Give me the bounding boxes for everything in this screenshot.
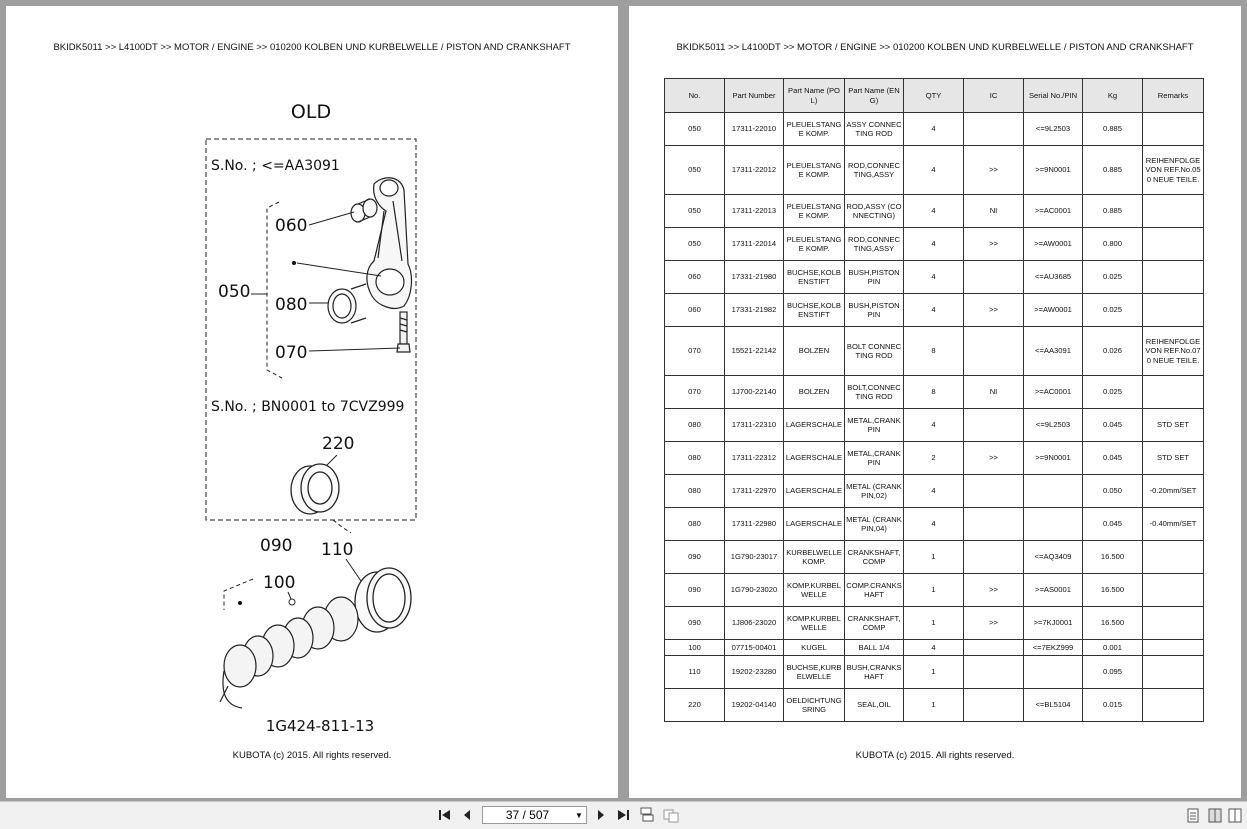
cell-ic: [964, 656, 1024, 689]
cell-part-number: 17311-22013: [725, 195, 784, 228]
cell-ic: [964, 541, 1024, 574]
book-view-icon: [1228, 808, 1242, 823]
cell-kg: 0.050: [1083, 475, 1143, 508]
cell-serial: [1024, 475, 1083, 508]
serial-range-label-1: S.No. ; <=AA3091: [211, 158, 340, 174]
cell-part-name-pol: KURBELWELLE KOMP.: [784, 541, 845, 574]
table-row: [665, 327, 1204, 376]
page-indicator: 37 / 507: [505, 808, 550, 822]
cell-no: 070: [665, 376, 725, 409]
cell-remarks: [1143, 294, 1204, 327]
col-header-qty: QTY: [904, 79, 964, 113]
bolt-drawing: [397, 312, 410, 352]
cell-no: 080: [665, 475, 725, 508]
cell-kg: 0.015: [1083, 689, 1143, 722]
cell-part-number: 17311-22980: [725, 508, 784, 541]
cell-remarks: [1143, 640, 1204, 656]
cell-kg: 16.500: [1083, 607, 1143, 640]
cell-serial: <=9L2503: [1024, 113, 1083, 146]
cell-serial: >=9N0001: [1024, 146, 1083, 195]
cell-kg: 0.885: [1083, 113, 1143, 146]
cell-no: 220: [665, 689, 725, 722]
cell-part-number: 17311-22312: [725, 442, 784, 475]
breadcrumb: BKIDK5011 >> L4100DT >> MOTOR / ENGINE >> 010200 KOLBEN UND KURBELWELLE / PISTON AND CRANKSHAFT: [676, 42, 1194, 53]
callout-220: 220: [322, 434, 355, 454]
table-row: [665, 656, 1204, 689]
col-header-no: No.: [665, 79, 725, 113]
cell-ic: >>: [964, 228, 1024, 261]
cell-serial: >=AW0001: [1024, 294, 1083, 327]
cell-no: 050: [665, 195, 725, 228]
col-header-serial: Serial No./PIN: [1024, 79, 1083, 113]
cell-remarks: [1143, 113, 1204, 146]
callout-090: 090: [260, 536, 293, 556]
cell-qty: 1: [904, 541, 964, 574]
frame-link: [333, 520, 351, 533]
cell-ic: [964, 261, 1024, 294]
cell-kg: 0.025: [1083, 294, 1143, 327]
callout-080: 080: [275, 295, 308, 315]
cell-serial: <=AQ3409: [1024, 541, 1083, 574]
cell-no: 100: [665, 640, 725, 656]
cell-serial: >=AW0001: [1024, 228, 1083, 261]
cell-remarks: [1143, 689, 1204, 722]
cell-serial: >=AC0001: [1024, 376, 1083, 409]
cell-part-name-eng: CRANKSHAFT,COMP: [845, 607, 904, 640]
cell-ic: [964, 327, 1024, 376]
next-page-icon: [596, 809, 606, 821]
cell-part-name-pol: OELDICHTUNGSRING: [784, 689, 845, 722]
cell-kg: 0.045: [1083, 409, 1143, 442]
cell-part-number: 1G790-23020: [725, 574, 784, 607]
connecting-rod-drawing: [367, 178, 412, 309]
cell-part-name-pol: BUCHSE,KOLBENSTIFT: [784, 294, 845, 327]
cell-no: 050: [665, 113, 725, 146]
col-header-remarks: Remarks: [1143, 79, 1204, 113]
table-row: [665, 261, 1204, 294]
copyright-footer: KUBOTA (c) 2015. All rights reserved.: [855, 750, 1015, 761]
cell-part-name-eng: BOLT,CONNECTING ROD: [845, 376, 904, 409]
page-number-select[interactable]: [482, 806, 587, 824]
cell-remarks: [1143, 228, 1204, 261]
cell-kg: 0.045: [1083, 442, 1143, 475]
cell-remarks: [1143, 607, 1204, 640]
cell-serial: <=7EKZ999: [1024, 640, 1083, 656]
cell-ic: >>: [964, 442, 1024, 475]
table-row: [665, 195, 1204, 228]
cell-qty: 1: [904, 656, 964, 689]
cell-kg: 0.885: [1083, 195, 1143, 228]
cell-part-name-pol: KUGEL: [784, 640, 845, 656]
cell-serial: <=AU3685: [1024, 261, 1083, 294]
cell-part-name-pol: LAGERSCHALE: [784, 442, 845, 475]
cell-part-name-pol: BOLZEN: [784, 327, 845, 376]
cell-part-name-pol: KOMP.KURBELWELLE: [784, 574, 845, 607]
cell-qty: 4: [904, 113, 964, 146]
cell-serial: [1024, 508, 1083, 541]
cell-part-number: 17311-22010: [725, 113, 784, 146]
cell-serial: >=AS0001: [1024, 574, 1083, 607]
cell-part-name-pol: PLEUELSTANGE KOMP.: [784, 228, 845, 261]
cell-ic: [964, 113, 1024, 146]
cell-no: 080: [665, 409, 725, 442]
cell-ic: >>: [964, 607, 1024, 640]
cell-part-name-eng: ROD,ASSY (CONNECTING): [845, 195, 904, 228]
crankshaft-bush-drawing: [355, 568, 411, 632]
cell-ic: >>: [964, 574, 1024, 607]
cell-part-name-eng: ROD,CONNECTING,ASSY: [845, 228, 904, 261]
parts-table-body: [665, 113, 1204, 722]
table-row: [665, 508, 1204, 541]
cell-kg: 0.025: [1083, 261, 1143, 294]
cell-part-name-eng: METAL (CRANKPIN,02): [845, 475, 904, 508]
chevron-down-icon: ▼: [575, 810, 583, 820]
col-header-kg: Kg: [1083, 79, 1143, 113]
previous-page-button[interactable]: [458, 806, 476, 824]
table-row: [665, 541, 1204, 574]
cell-qty: 8: [904, 327, 964, 376]
cell-remarks: STD SET: [1143, 442, 1204, 475]
col-header-part-name-eng: Part Name (ENG): [845, 79, 904, 113]
cell-no: 090: [665, 541, 725, 574]
cell-part-number: 07715-00401: [725, 640, 784, 656]
cell-part-number: 17331-21980: [725, 261, 784, 294]
cell-no: 090: [665, 607, 725, 640]
cell-kg: 16.500: [1083, 574, 1143, 607]
cell-qty: 4: [904, 294, 964, 327]
table-row: [665, 574, 1204, 607]
cell-serial: >=AC0001: [1024, 195, 1083, 228]
cell-ic: [964, 409, 1024, 442]
cell-serial: <=AA3091: [1024, 327, 1083, 376]
continuous-view-icon: [639, 807, 655, 823]
cell-ic: [964, 689, 1024, 722]
cell-part-number: 17311-22012: [725, 146, 784, 195]
crank-bracket: [224, 579, 253, 610]
cell-qty: 4: [904, 228, 964, 261]
cell-part-number: 17311-22970: [725, 475, 784, 508]
table-row: [665, 228, 1204, 261]
cell-remarks: -0.40mm/SET: [1143, 508, 1204, 541]
cell-part-name-eng: BOLT CONNECTING ROD: [845, 327, 904, 376]
cell-no: 080: [665, 442, 725, 475]
cell-remarks: [1143, 261, 1204, 294]
cell-ic: [964, 475, 1024, 508]
last-page-button[interactable]: [614, 806, 632, 824]
cell-no: 070: [665, 327, 725, 376]
previous-page-icon: [462, 809, 472, 821]
cell-remarks: REIHENFOLGE VON REF.No.070 NEUE TEILE.: [1143, 327, 1204, 376]
callout-110: 110: [321, 540, 354, 560]
cell-part-number: 1J806-23020: [725, 607, 784, 640]
viewer-toolbar: [0, 801, 1247, 829]
table-row: [665, 607, 1204, 640]
cell-qty: 1: [904, 689, 964, 722]
leader-110: [346, 559, 363, 584]
cell-no: 080: [665, 508, 725, 541]
facing-view-button[interactable]: [1207, 806, 1223, 824]
parts-table: [664, 78, 1204, 722]
exploded-parts-diagram: [6, 6, 618, 746]
leader-100: [288, 592, 291, 599]
cell-no: 090: [665, 574, 725, 607]
crankshaft-drawing: [220, 597, 358, 708]
cell-part-number: 17311-22310: [725, 409, 784, 442]
cell-part-name-pol: PLEUELSTANGE KOMP.: [784, 146, 845, 195]
cell-part-number: 1J700-22140: [725, 376, 784, 409]
cell-part-name-pol: LAGERSCHALE: [784, 508, 845, 541]
col-header-ic: IC: [964, 79, 1024, 113]
next-page-button[interactable]: [592, 806, 610, 824]
callout-060: 060: [275, 216, 308, 236]
cell-part-name-pol: BOLZEN: [784, 376, 845, 409]
first-page-icon: [438, 809, 452, 821]
single-page-view-icon: [1187, 808, 1199, 823]
single-page-view-button[interactable]: [1185, 806, 1201, 824]
cell-part-name-eng: BALL 1/4: [845, 640, 904, 656]
book-view-button[interactable]: [1227, 806, 1243, 824]
cell-kg: 16.500: [1083, 541, 1143, 574]
first-page-button[interactable]: [436, 806, 454, 824]
cell-serial: >=9N0001: [1024, 442, 1083, 475]
cell-part-name-eng: ASSY CONNECTING ROD: [845, 113, 904, 146]
cell-remarks: -0.20mm/SET: [1143, 475, 1204, 508]
drawing-number: 1G424-811-13: [265, 717, 375, 735]
cell-qty: 1: [904, 574, 964, 607]
cell-no: 050: [665, 228, 725, 261]
cell-part-name-eng: METAL,CRANKPIN: [845, 442, 904, 475]
cell-part-name-pol: PLEUELSTANGE KOMP.: [784, 113, 845, 146]
cell-qty: 8: [904, 376, 964, 409]
table-row: [665, 442, 1204, 475]
cell-remarks: [1143, 656, 1204, 689]
cell-part-name-pol: BUCHSE,KURBELWELLE: [784, 656, 845, 689]
cell-part-name-eng: BUSH,PISTON PIN: [845, 294, 904, 327]
cell-part-name-eng: SEAL,OIL: [845, 689, 904, 722]
table-row: [665, 640, 1204, 656]
cell-kg: 0.800: [1083, 228, 1143, 261]
cell-remarks: REIHENFOLGE VON REF.No.050 NEUE TEILE.: [1143, 146, 1204, 195]
cell-part-name-eng: COMP.CRANKSHAFT: [845, 574, 904, 607]
cell-part-name-pol: LAGERSCHALE: [784, 409, 845, 442]
cell-remarks: [1143, 541, 1204, 574]
last-page-icon: [616, 809, 630, 821]
cell-part-number: 19202-04140: [725, 689, 784, 722]
callout-100: 100: [263, 573, 296, 593]
cell-qty: 4: [904, 146, 964, 195]
cell-part-name-eng: METAL,CRANKPIN: [845, 409, 904, 442]
col-header-part-number: Part Number: [725, 79, 784, 113]
facing-view-icon: [1208, 808, 1222, 823]
copyright-footer: KUBOTA (c) 2015. All rights reserved.: [232, 750, 392, 761]
ball-100-drawing: [289, 599, 295, 605]
cell-kg: 0.001: [1083, 640, 1143, 656]
cell-remarks: STD SET: [1143, 409, 1204, 442]
serial-range-label-2: S.No. ; BN0001 to 7CVZ999: [211, 399, 405, 415]
cell-serial: <=9L2503: [1024, 409, 1083, 442]
cell-part-number: 1G790-23017: [725, 541, 784, 574]
cell-qty: 4: [904, 475, 964, 508]
cell-part-name-pol: BUCHSE,KOLBENSTIFT: [784, 261, 845, 294]
crankpin-metal-drawing: [328, 284, 366, 323]
cell-part-name-pol: KOMP.KURBELWELLE: [784, 607, 845, 640]
cell-serial: >=7KJ0001: [1024, 607, 1083, 640]
table-row: [665, 376, 1204, 409]
cell-kg: 0.885: [1083, 146, 1143, 195]
right-page: [629, 6, 1241, 798]
cell-ic: NI: [964, 376, 1024, 409]
leader-060: [309, 212, 354, 225]
cell-qty: 4: [904, 195, 964, 228]
left-page: [6, 6, 618, 798]
continuous-view-button[interactable]: [638, 806, 656, 824]
cell-qty: 4: [904, 640, 964, 656]
callout-050: 050: [218, 282, 251, 302]
cell-part-number: 19202-23280: [725, 656, 784, 689]
cell-part-name-eng: BUSH,CRANKSHAFT: [845, 656, 904, 689]
cell-no: 050: [665, 146, 725, 195]
callout-070: 070: [275, 343, 308, 363]
cell-part-name-eng: BUSH,PISTON PIN: [845, 261, 904, 294]
cell-no: 060: [665, 261, 725, 294]
cell-ic: [964, 640, 1024, 656]
dot-090: [238, 601, 242, 605]
col-header-part-name-pol: Part Name (POL): [784, 79, 845, 113]
cell-part-number: 17311-22014: [725, 228, 784, 261]
table-row: [665, 475, 1204, 508]
leader-220: [326, 455, 337, 466]
table-row: [665, 294, 1204, 327]
cell-remarks: [1143, 376, 1204, 409]
leader-070: [309, 348, 400, 351]
cell-ic: NI: [964, 195, 1024, 228]
cell-ic: >>: [964, 146, 1024, 195]
cell-serial: <=BL5104: [1024, 689, 1083, 722]
cell-qty: 1: [904, 607, 964, 640]
dot-050: [292, 261, 296, 265]
table-row: [665, 409, 1204, 442]
cell-part-number: 15521-22142: [725, 327, 784, 376]
cell-qty: 4: [904, 261, 964, 294]
cell-part-name-eng: ROD,CONNECTING,ASSY: [845, 146, 904, 195]
breadcrumb: BKIDK5011 >> L4100DT >> MOTOR / ENGINE >> 010200 KOLBEN UND KURBELWELLE / PISTON AND CRANKSHAFT: [53, 42, 571, 53]
cell-part-name-eng: METAL (CRANKPIN,04): [845, 508, 904, 541]
cell-no: 110: [665, 656, 725, 689]
piston-pin-bush-drawing: [351, 199, 377, 222]
cell-serial: [1024, 656, 1083, 689]
old-label: OLD: [290, 101, 332, 123]
two-page-view-icon: [663, 807, 679, 823]
cell-kg: 0.045: [1083, 508, 1143, 541]
cell-part-name-pol: LAGERSCHALE: [784, 475, 845, 508]
cell-kg: 0.095: [1083, 656, 1143, 689]
table-header-row: [665, 79, 1204, 113]
cell-qty: 4: [904, 508, 964, 541]
cell-kg: 0.025: [1083, 376, 1143, 409]
cell-remarks: [1143, 195, 1204, 228]
cell-part-number: 17331-21982: [725, 294, 784, 327]
cell-qty: 4: [904, 409, 964, 442]
cell-part-name-eng: CRANKSHAFT,COMP: [845, 541, 904, 574]
cell-part-name-pol: PLEUELSTANGE KOMP.: [784, 195, 845, 228]
cell-no: 060: [665, 294, 725, 327]
cell-kg: 0.026: [1083, 327, 1143, 376]
cell-ic: [964, 508, 1024, 541]
table-row: [665, 689, 1204, 722]
cell-remarks: [1143, 574, 1204, 607]
oil-seal-drawing: [291, 464, 339, 514]
table-row: [665, 146, 1204, 195]
cell-ic: >>: [964, 294, 1024, 327]
cell-qty: 2: [904, 442, 964, 475]
two-page-view-button[interactable]: [662, 806, 680, 824]
table-row: [665, 113, 1204, 146]
